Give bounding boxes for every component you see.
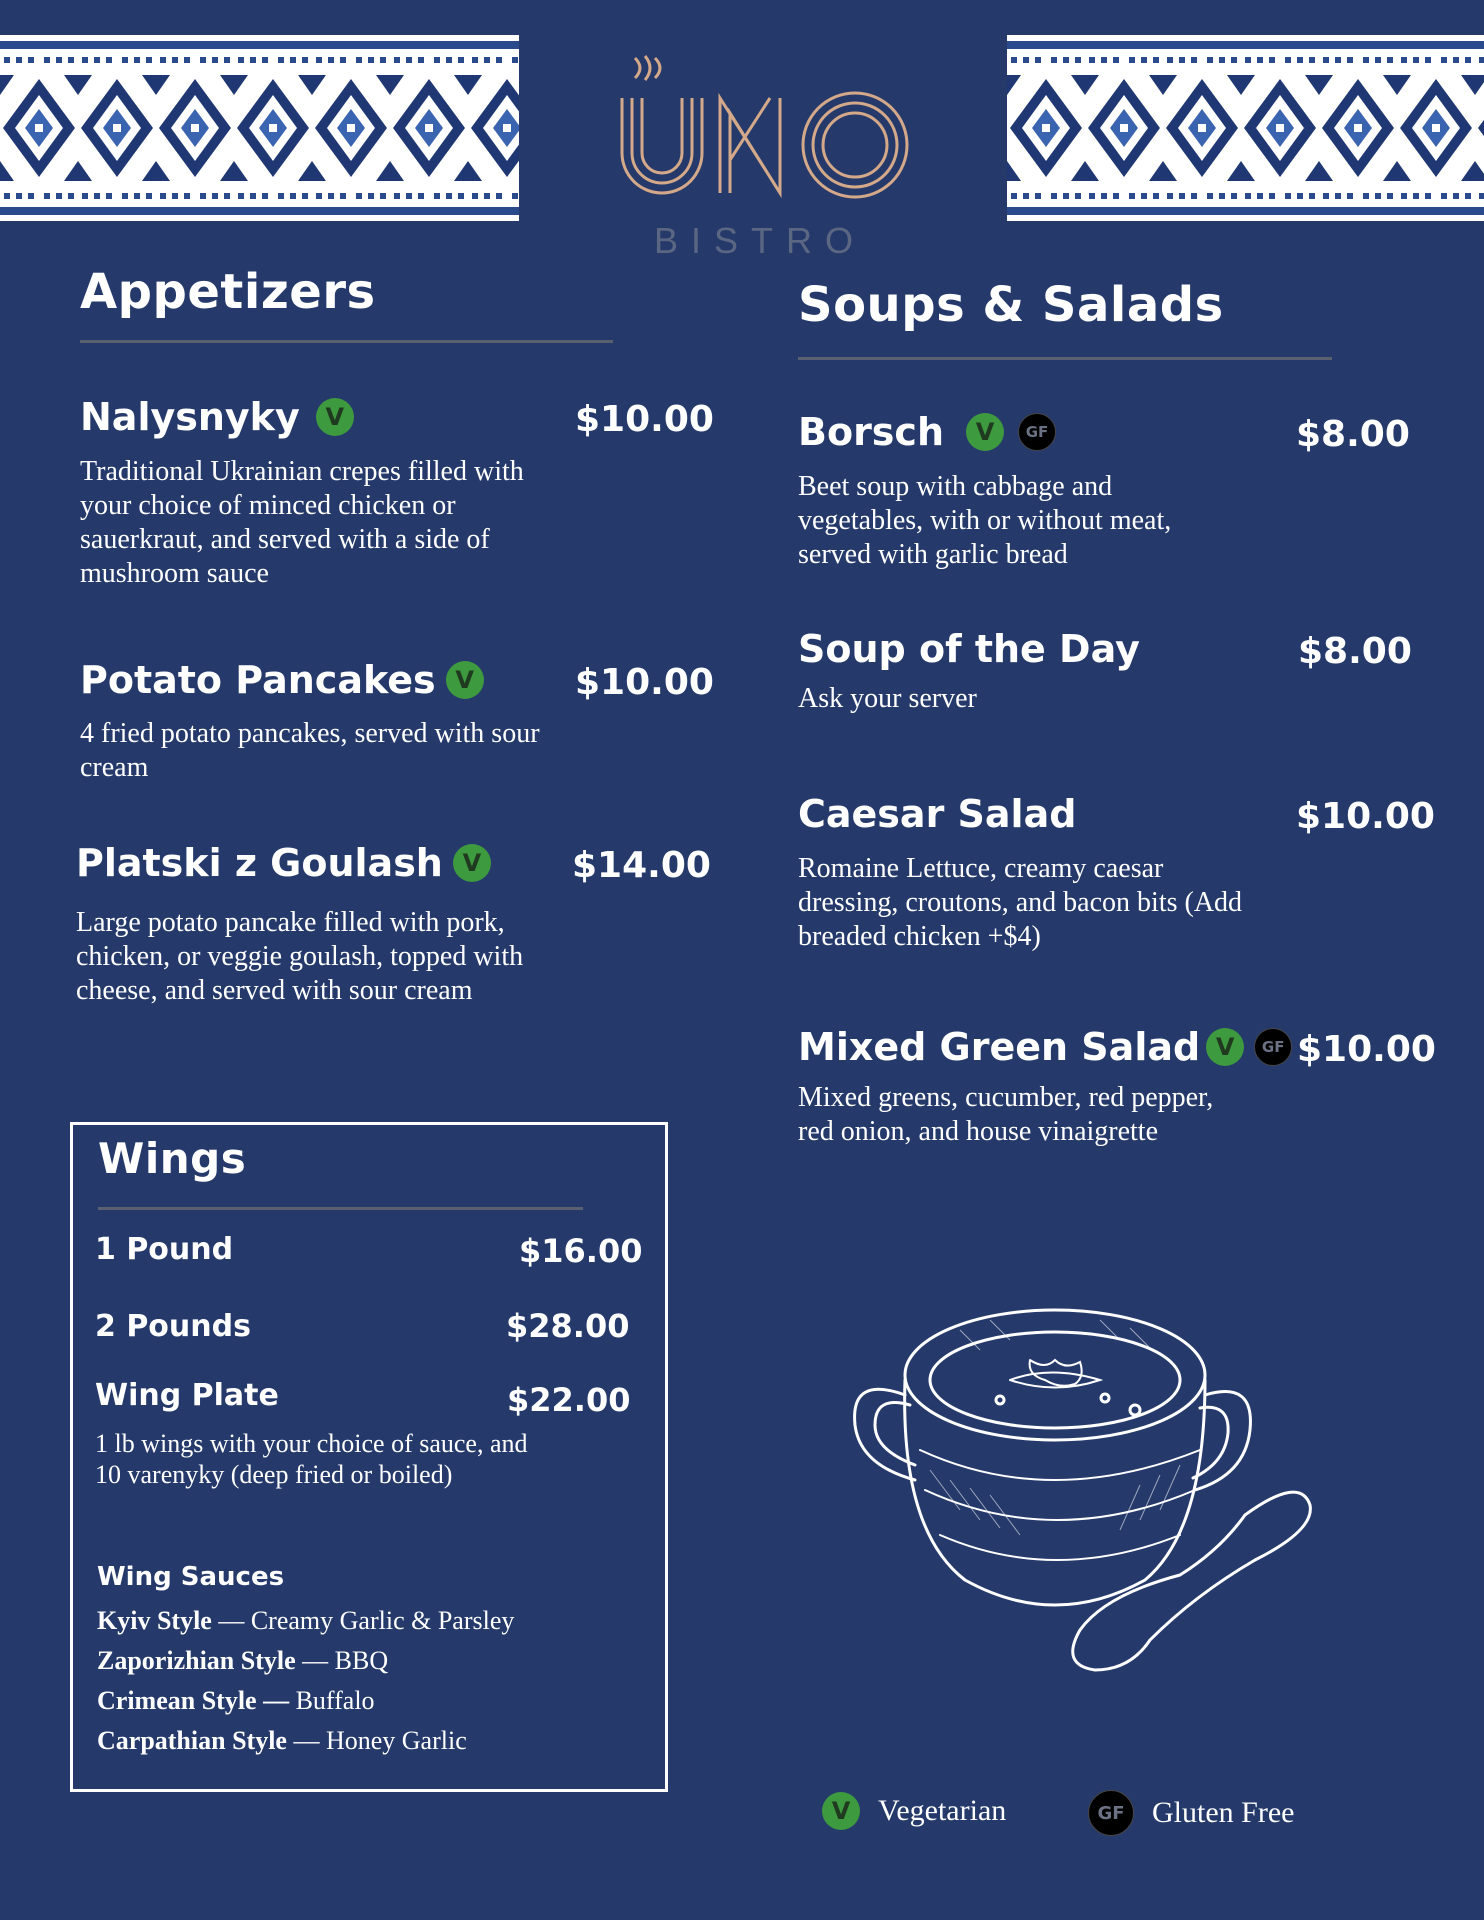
vegetarian-badge-icon: V (453, 844, 491, 882)
item-title: Caesar Salad (798, 792, 1077, 836)
appetizers-divider (80, 340, 613, 343)
menu-item-price: $8.00 (1298, 631, 1412, 672)
menu-item-description: 4 fried potato pancakes, served with sour cream (80, 718, 540, 783)
vegetarian-badge-icon: V (822, 1792, 860, 1830)
menu-item-description: Large potato pancake filled with pork, chicken, or veggie goulash, topped with cheese, and served with sour cream (76, 907, 524, 1006)
brand-subtitle: BISTRO (653, 220, 866, 261)
menu-item-name (798, 410, 1056, 454)
wings-row-price: $22.00 (507, 1381, 631, 1419)
menu-item-description: Traditional Ukrainian crepes filled with your choice of minced chicken or sauerkraut, and served with a side of mushroom sauce (80, 456, 524, 589)
soup-pot-illustration-icon (840, 1300, 1360, 1690)
menu-item-name (80, 395, 354, 439)
legend-gluten-free (1088, 1790, 1294, 1836)
menu-item-price: $14.00 (572, 845, 711, 886)
wings-divider (98, 1207, 583, 1210)
menu-item-name (798, 627, 1140, 671)
wings-row-name: 1 Pound (95, 1232, 234, 1267)
menu-item-price: $10.00 (575, 662, 714, 703)
gluten-free-badge-icon: GF (1088, 1790, 1134, 1836)
embroidery-pattern-icon (1007, 35, 1484, 221)
wing-sauce-item: Kyiv Style — Creamy Garlic & Parsley (97, 1606, 515, 1635)
wings-title: Wings (98, 1134, 247, 1183)
menu-item-price: $10.00 (1296, 796, 1435, 837)
item-title: Mixed Green Salad (798, 1025, 1201, 1069)
gluten-free-badge-icon: GF (1018, 413, 1056, 451)
vegetarian-badge-icon: V (446, 661, 484, 699)
embroidery-band-left (0, 35, 519, 221)
wings-row-price: $28.00 (506, 1307, 630, 1345)
item-title: Borsch (798, 410, 945, 454)
menu-item-price: $10.00 (575, 399, 714, 440)
menu-item-description: Ask your server (798, 683, 977, 714)
item-title: Soup of the Day (798, 627, 1140, 671)
item-title: Nalysnyky (80, 395, 300, 439)
wing-sauce-item: Crimean Style — Buffalo (97, 1686, 375, 1715)
vegetarian-badge-icon: V (966, 413, 1004, 451)
item-title: Potato Pancakes (80, 658, 436, 702)
legend-label: Gluten Free (1152, 1796, 1295, 1829)
menu-item-name (798, 1025, 1292, 1069)
menu-item-name (76, 841, 491, 885)
legend-label: Vegetarian (878, 1794, 1007, 1827)
wing-sauces-title: Wing Sauces (97, 1562, 285, 1592)
wings-row-name: Wing Plate (95, 1378, 279, 1413)
uno-logo-mark (590, 48, 930, 208)
vegetarian-badge-icon: V (1206, 1028, 1244, 1066)
menu-item-description: Mixed greens, cucumber, red pepper, red onion, and house vinaigrette (798, 1082, 1214, 1147)
brand-logo (560, 28, 960, 261)
wings-row-price: $16.00 (519, 1232, 643, 1270)
embroidery-pattern-icon (0, 35, 519, 221)
menu-item-description: Romaine Lettuce, creamy caesar dressing, croutons, and bacon bits (Add breaded chicken +$4) (798, 853, 1243, 952)
soups-salads-title: Soups & Salads (798, 277, 1224, 333)
menu-item-price: $10.00 (1297, 1029, 1436, 1070)
menu-item-price: $8.00 (1296, 414, 1410, 455)
wings-row-description: 1 lb wings with your choice of sauce, and 10 varenyky (deep fried or boiled) (95, 1429, 528, 1489)
menu-item-description: Beet soup with cabbage and vegetables, with or without meat, served with garlic bread (798, 471, 1172, 570)
vegetarian-badge-icon: V (316, 398, 354, 436)
embroidery-band-right (1007, 35, 1484, 221)
legend-vegetarian (822, 1792, 1006, 1830)
wing-sauce-item: Zaporizhian Style — BBQ (97, 1646, 389, 1675)
wing-sauce-item: Carpathian Style — Honey Garlic (97, 1726, 467, 1755)
menu-item-name (798, 792, 1076, 836)
soups-salads-divider (798, 357, 1332, 360)
menu-item-name (80, 658, 484, 702)
appetizers-title: Appetizers (80, 264, 376, 320)
item-title: Platski z Goulash (76, 841, 443, 885)
wings-row-name: 2 Pounds (95, 1309, 251, 1344)
gluten-free-badge-icon: GF (1254, 1028, 1292, 1066)
